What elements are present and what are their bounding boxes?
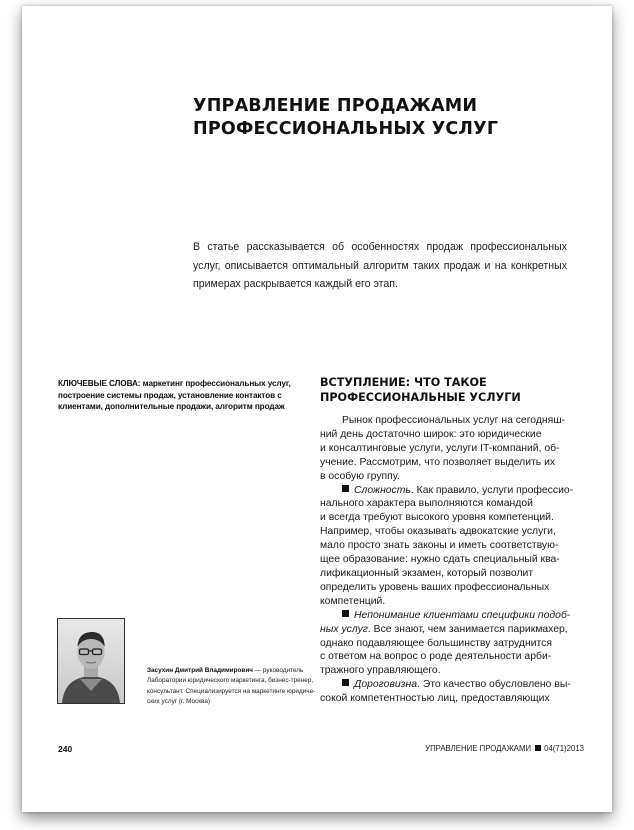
- bullet-item: [320, 609, 572, 623]
- body-text: [320, 414, 572, 706]
- section-heading-line: ВСТУПЛЕНИЕ: ЧТО ТАКОЕ: [320, 376, 487, 389]
- article-lead: В статье рассказывается об особенностях продаж профессиональных услуг, описывается оптимальный алгоритм таких продаж и на конкретных примерах раскрывается каждый его этап.: [193, 241, 567, 290]
- body-line: щее образование: нужно сдать специальный ква-: [320, 554, 560, 566]
- body-line: лификационный экзамен, который позволит: [320, 567, 534, 579]
- author-photo: [57, 618, 125, 704]
- bullet-term: Непонимание клиентами специфики подоб-: [354, 609, 571, 621]
- keywords: КЛЮЧЕВЫЕ СЛОВА: маркетинг профессиональных услуг, построение системы продаж, установление контактов с клиентами, дополнительные продажи, алгоритм продаж: [58, 379, 291, 412]
- bullet-term: Дороговизна: [354, 679, 417, 691]
- body-line: Например, чтобы оказывать адвокатские услуги,: [320, 526, 556, 538]
- page-number: 240: [58, 744, 73, 754]
- author-portrait-icon: [58, 619, 124, 703]
- bullet-term: ных услуг: [320, 623, 368, 635]
- section-heading: [320, 376, 570, 405]
- author-bio-line: ских услуг (г. Москва): [147, 698, 211, 706]
- article-title: [193, 95, 573, 141]
- body-line: нального характера выполняются командой: [320, 498, 533, 510]
- body-line: с ответом на вопрос о роде деятельности арби-: [320, 651, 552, 663]
- body-line: однако подавляющее большинству затруднится: [320, 637, 552, 649]
- body-text-run: . Все знают, чем занимается парикмахер,: [367, 623, 568, 635]
- bullet-square-icon: [342, 485, 349, 492]
- bullet-square-icon: [342, 610, 349, 617]
- running-footer: [425, 744, 584, 753]
- bullet-square-icon: [342, 679, 349, 686]
- issue-number: 04(71)2013: [544, 744, 584, 753]
- body-line: Рынок профессиональных услуг на сегодняш-: [342, 415, 566, 426]
- bullet-term: Сложность: [354, 484, 411, 496]
- journal-name: УПРАВЛЕНИЕ ПРОДАЖАМИ: [425, 744, 532, 753]
- body-line: и консалтинговые услуги, услуги IT-компаний, об-: [320, 442, 560, 454]
- body-line: мало просто знать законы и иметь соответствую-: [320, 540, 559, 552]
- bullet-item: [320, 484, 572, 498]
- article-title-line: УПРАВЛЕНИЕ ПРОДАЖАМИ: [193, 96, 478, 116]
- author-bio-line: [147, 666, 327, 676]
- body-line: компетенций.: [320, 595, 386, 607]
- body-line: в особую группу.: [320, 470, 400, 482]
- body-line: определить уровень ваших профессиональных: [320, 581, 550, 593]
- body-text-run: . Это качество обусловлено вы-: [416, 679, 571, 691]
- body-line: ний день достаточно широк: это юридические: [320, 428, 542, 440]
- body-line: учение. Рассмотрим, что позволяет выделить их: [320, 456, 556, 468]
- author-name: Засухин Дмитрий Владимирович: [147, 667, 253, 674]
- body-line: сокой компетентностью лиц, предоставляющих: [320, 693, 550, 705]
- article-title-line: ПРОФЕССИОНАЛЬНЫХ УСЛУГ: [193, 119, 499, 139]
- author-bio-line: Лаборатории юридического маркетинга, бизнес-тренер,: [147, 677, 314, 685]
- bullet-item: [320, 678, 572, 692]
- body-line: и всегда требуют высокого уровня компетенций.: [320, 512, 554, 524]
- body-line: тражного управляющего.: [320, 665, 441, 677]
- body-text-run: . Как правило, услуги профессио-: [410, 484, 574, 496]
- body-line: [320, 623, 572, 637]
- author-bio-line: консультант. Специализируется на маркетинге юридиче-: [147, 687, 316, 695]
- section-heading-line: ПРОФЕССИОНАЛЬНЫЕ УСЛУГИ: [320, 390, 521, 404]
- author-role: — руководитель: [252, 667, 304, 674]
- separator-square-icon: [535, 745, 541, 751]
- author-bio: [147, 666, 327, 708]
